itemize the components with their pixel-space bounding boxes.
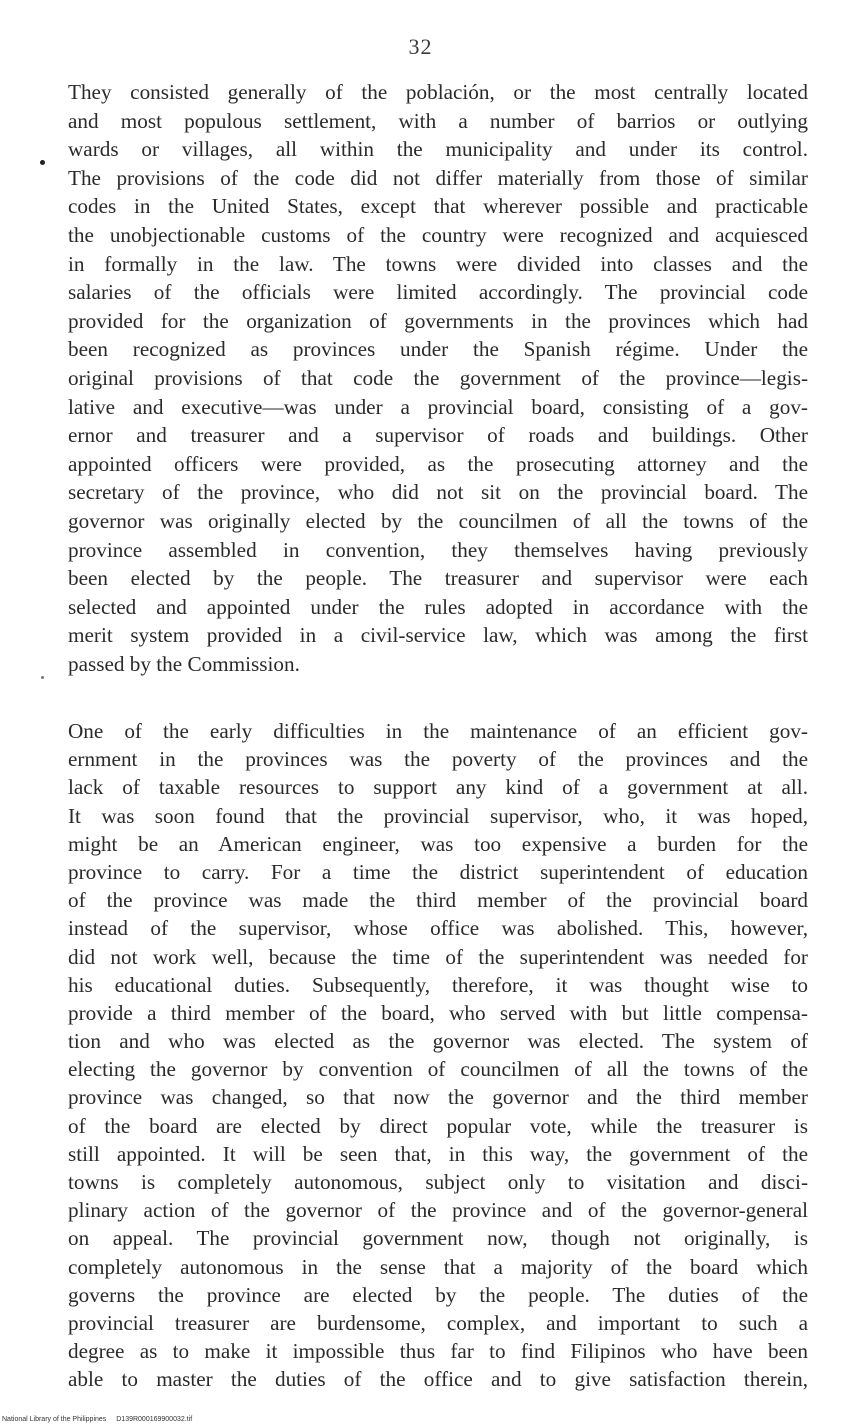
text-line: governor was originally elected by the councilmen of all the towns of the: [68, 508, 808, 533]
text-line: degree as to make it impossible thus far to find Filipinos who have been: [68, 1339, 808, 1364]
text-line: on appeal. The provincial government now, though not originally, is: [68, 1226, 808, 1251]
paragraph-continued: [68, 78, 808, 678]
text-line: provided for the organization of governments in the provinces which had: [68, 308, 808, 333]
text-line: The provisions of the code did not differ materially from those of similar: [68, 165, 808, 190]
text-line: governs the province are elected by the people. The duties of the: [68, 1282, 808, 1307]
text-line: the unobjectionable customs of the country were recognized and acquiesced: [68, 222, 808, 247]
text-line: of the province was made the third member of the provincial board: [68, 888, 808, 913]
text-line: One of the early difficulties in the maintenance of an efficient gov-: [68, 719, 808, 743]
text-line: It was soon found that the provincial supervisor, who, it was hoped,: [68, 803, 808, 828]
paragraph: [68, 717, 808, 1394]
text-line: original provisions of that code the government of the province—legis-: [68, 365, 808, 390]
text-line: electing the governor by convention of councilmen of all the towns of the: [68, 1057, 808, 1082]
text-line: his educational duties. Subsequently, therefore, it was thought wise to: [68, 972, 808, 997]
text-line: appointed officers were provided, as the prosecuting attorney and the: [68, 451, 808, 476]
text-line: been recognized as provinces under the Spanish régime. Under the: [68, 337, 808, 362]
text-line: province was changed, so that now the governor and the third member: [68, 1085, 808, 1110]
text-line: wards or villages, all within the municipality and under its control.: [68, 137, 808, 162]
text-line: salaries of the officials were limited accordingly. The provincial code: [68, 280, 808, 305]
text-line: provide a third member of the board, who served with but little compensa-: [68, 1000, 808, 1025]
text-line: ernor and treasurer and a supervisor of roads and buildings. Other: [68, 423, 808, 448]
library-name: National Library of the Philippines: [2, 1416, 107, 1423]
image-code: D139R000169900032.tif: [116, 1416, 193, 1423]
text-line: and most populous settlement, with a number of barrios or outlying: [68, 108, 808, 133]
text-line: tion and who was elected as the governor was elected. The system of: [68, 1029, 808, 1054]
margin-mark: [41, 676, 44, 679]
text-line: still appointed. It will be seen that, in this way, the government of the: [68, 1141, 808, 1166]
text-line: They consisted generally of the población, or the most centrally located: [68, 80, 808, 104]
text-line: passed by the Commission.: [68, 651, 300, 676]
text-line: completely autonomous in the sense that a majority of the board which: [68, 1254, 808, 1279]
text-line: selected and appointed under the rules adopted in accordance with the: [68, 594, 808, 619]
text-line: province assembled in convention, they themselves having previously: [68, 537, 808, 562]
margin-mark: [40, 160, 45, 165]
text-line: merit system provided in a civil-service law, which was among the first: [68, 623, 808, 648]
text-line: towns is completely autonomous, subject only to visitation and disci-: [68, 1170, 808, 1194]
text-line: provincial treasurer are burdensome, complex, and important to such a: [68, 1310, 808, 1335]
text-line: plinary action of the governor of the province and of the governor-general: [68, 1198, 808, 1223]
page-number: 32: [408, 34, 433, 59]
scan-footer: [2, 1416, 200, 1424]
text-line: instead of the supervisor, whose office was abolished. This, however,: [68, 916, 808, 941]
text-line: in formally in the law. The towns were divided into classes and the: [68, 251, 808, 276]
text-line: did not work well, because the time of the superintendent was needed for: [68, 944, 808, 969]
text-line: codes in the United States, except that wherever possible and practicable: [68, 194, 808, 219]
text-line: of the board are elected by direct popular vote, while the treasurer is: [68, 1113, 808, 1138]
text-line: might be an American engineer, was too expensive a burden for the: [68, 831, 808, 856]
text-line: lative and executive—was under a provincial board, consisting of a gov-: [68, 394, 808, 419]
text-line: able to master the duties of the office and to give satisfaction therein,: [68, 1367, 808, 1392]
text-line: secretary of the province, who did not sit on the provincial board. The: [68, 480, 808, 505]
text-line: been elected by the people. The treasurer and supervisor were each: [68, 566, 808, 591]
text-line: ernment in the provinces was the poverty of the provinces and the: [68, 747, 808, 772]
text-line: province to carry. For a time the district superintendent of education: [68, 859, 808, 884]
text-line: lack of taxable resources to support any kind of a government at all.: [68, 775, 808, 800]
